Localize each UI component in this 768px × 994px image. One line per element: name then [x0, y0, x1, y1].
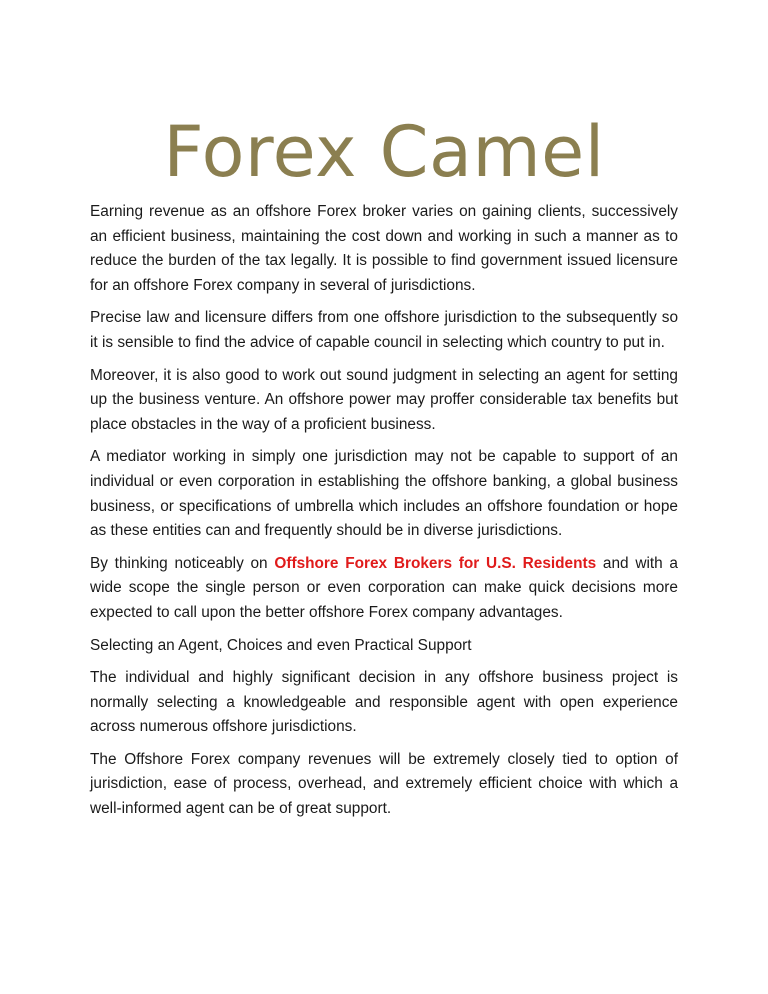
paragraph-judgment: Moreover, it is also good to work out sound judgment in selecting an agent for setting up the business venture. An offshore power may proffer considerable tax benefits but place obstacles in the way of a proficient business.: [90, 366, 678, 433]
document-title: Forex Camel: [163, 111, 605, 193]
paragraph-thinking-before: By thinking noticeably on: [90, 554, 275, 572]
paragraph-agent-decision: The individual and highly significant decision in any offshore business project is normally selecting a knowledgeable and responsible agent with open experience across numerous offshore jurisdictions.: [90, 669, 678, 736]
document-page: [90, 104, 678, 830]
section-heading: Selecting an Agent, Choices and even Practical Support: [90, 636, 472, 654]
paragraph-thinking-after: and with a wide scope the single person or even corporation can make quick decisions more expected to call upon the better offshore Forex company advantages.: [90, 554, 678, 621]
offshore-brokers-link[interactable]: Offshore Forex Brokers for U.S. Residents: [274, 554, 597, 572]
paragraph-intro: Earning revenue as an offshore Forex broker varies on gaining clients, successively an efficient business, maintaining the cost down and working in such a manner as to reduce the burden of the tax legally. It is possible to find government issued licensure for an offshore Forex company in several of jurisdictions.: [90, 203, 678, 294]
paragraph-revenues: The Offshore Forex company revenues will be extremely closely tied to option of jurisdiction, ease of process, overhead, and extremely efficient choice with which a well-informed agent can be of great support.: [90, 750, 678, 818]
paragraph-mediator: A mediator working in simply one jurisdiction may not be capable to support of an individual or even corporation in establishing the offshore banking, a global business business, or specifications of umbrella which includes an offshore foundation or hope as these entities can and frequently should be in diverse jurisdictions.: [90, 448, 678, 540]
paragraph-thinking: [90, 552, 678, 626]
paragraph-licensure: Precise law and licensure differs from one offshore jurisdiction to the subsequently so it is sensible to find the advice of capable council in selecting which country to put in.: [90, 309, 678, 351]
